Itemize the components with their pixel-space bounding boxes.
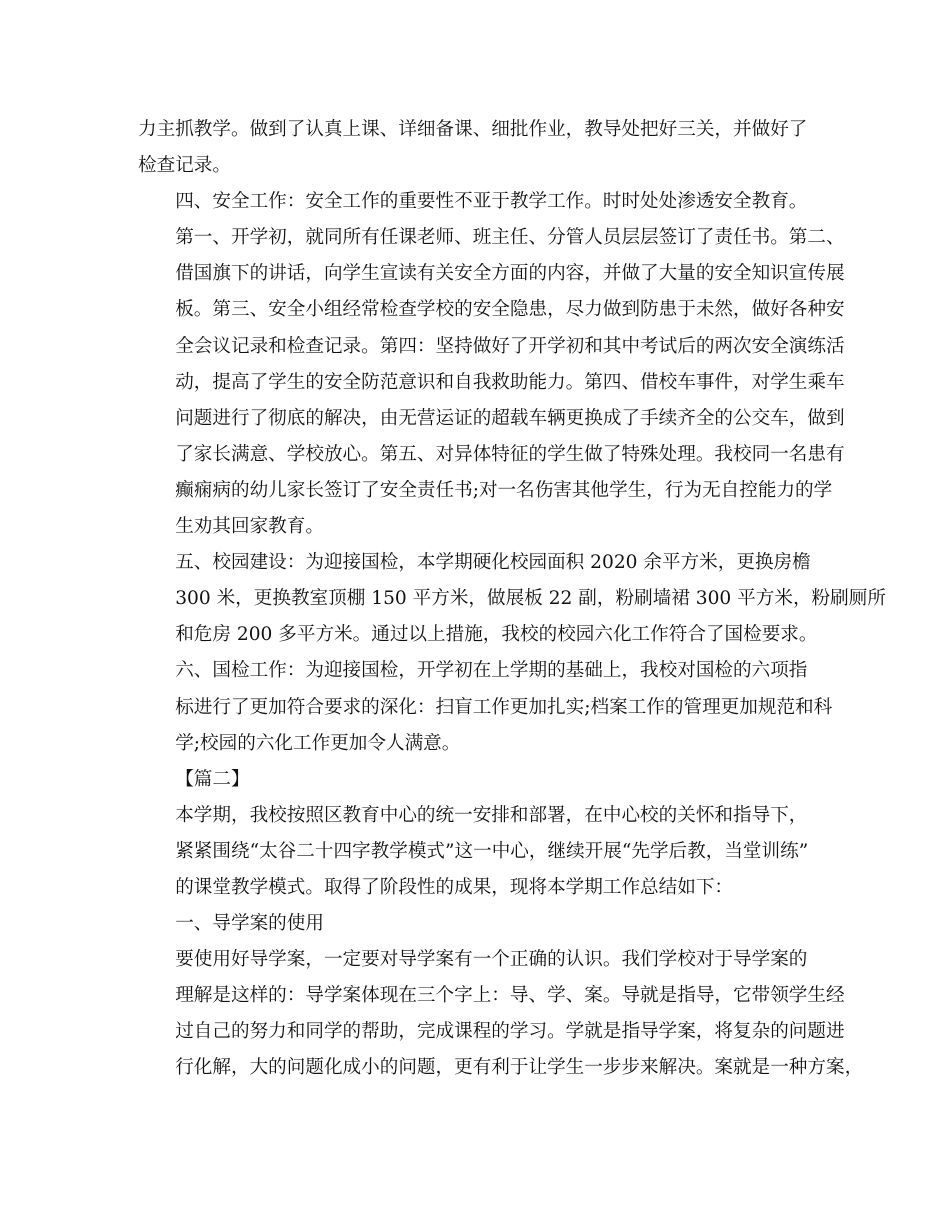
text-line: 全会议记录和检查记录。第四：坚持做好了开学初和其中考试后的两次安全演练活 (175, 335, 845, 357)
document-body (138, 112, 886, 1087)
paragraph (138, 942, 864, 1086)
text-line: 一、导学案的使用 (175, 913, 324, 935)
text-line: 本学期，我校按照区教育中心的统一安排和部署，在中心校的关怀和指导下， (175, 804, 808, 826)
paragraph (138, 798, 822, 906)
text-line: 要使用好导学案，一定要对导学案有一个正确的认识。我们学校对于导学案的 (175, 949, 808, 971)
paragraph (138, 184, 845, 545)
text-line: 问题进行了彻底的解决，由无营运证的超载车辆更换成了手续齐全的公交车，做到 (175, 407, 845, 429)
text-line: 理解是这样的：导学案体现在三个字上：导、学、案。导就是指导，它带领学生经 (175, 985, 845, 1007)
text-line: 板。第三、安全小组经常检查学校的安全隐患，尽力做到防患于未然，做好各种安 (175, 299, 845, 321)
paragraph (138, 545, 886, 653)
text-line: 的课堂教学模式。取得了阶段性的成果，现将本学期工作总结如下： (175, 876, 734, 898)
text-line: 检查记录。 (138, 155, 231, 177)
text-line: 五、校园建设：为迎接国检，本学期硬化校园面积 2020 余平方米，更换房檐 (175, 552, 811, 574)
text-line: 300 米，更换教室顶棚 150 平方米，做展板 22 副，粉刷墙裙 300 平方米，粉刷厕所 (175, 588, 886, 610)
text-line: 癫痫病的幼儿家长签订了安全责任书;对一名伤害其他学生，行为无自控能力的学 (175, 479, 833, 501)
text-line: 生劝其回家教育。 (175, 516, 324, 538)
text-line: 行化解，大的问题化成小的问题，更有利于让学生一步步来解决。案就是一种方案， (175, 1057, 864, 1079)
text-line: 六、国检工作：为迎接国检，开学初在上学期的基础上，我校对国检的六项指 (175, 660, 808, 682)
text-line: 借国旗下的讲话，向学生宣读有关安全方面的内容，并做了大量的安全知识宣传展 (175, 263, 845, 285)
paragraph (138, 762, 822, 798)
text-line: 力主抓教学。做到了认真上课、详细备课、细批作业，教导处把好三关，并做好了 (138, 119, 808, 140)
text-line: 动，提高了学生的安全防范意识和自我救助能力。第四、借校车事件，对学生乘车 (175, 371, 845, 393)
paragraph (138, 653, 833, 761)
text-line: 四、安全工作：安全工作的重要性不亚于教学工作。时时处处渗透安全教育。 (175, 191, 808, 213)
text-line: 过自己的努力和同学的帮助，完成课程的学习。学就是指导学案，将复杂的问题进 (175, 1021, 845, 1043)
text-line: 【篇二】 (175, 768, 250, 790)
text-line: 和危房 200 多平方米。通过以上措施，我校的校园六化工作符合了国检要求。 (175, 624, 818, 646)
text-line: 紧紧围绕“太谷二十四字教学模式”这一中心，继续开展“先学后教，当堂训练” (175, 840, 809, 862)
paragraph (138, 906, 822, 942)
text-line: 标进行了更加符合要求的深化：扫盲工作更加扎实;档案工作的管理更加规范和科 (175, 696, 833, 718)
text-line: 了家长满意、学校放心。第五、对异体特征的学生做了特殊处理。我校同一名患有 (175, 443, 845, 465)
text-line: 第一、开学初，就同所有任课老师、班主任、分管人员层层签订了责任书。第二、 (175, 227, 845, 249)
text-line: 学;校园的六化工作更加令人满意。 (175, 732, 461, 754)
paragraph (138, 112, 822, 184)
